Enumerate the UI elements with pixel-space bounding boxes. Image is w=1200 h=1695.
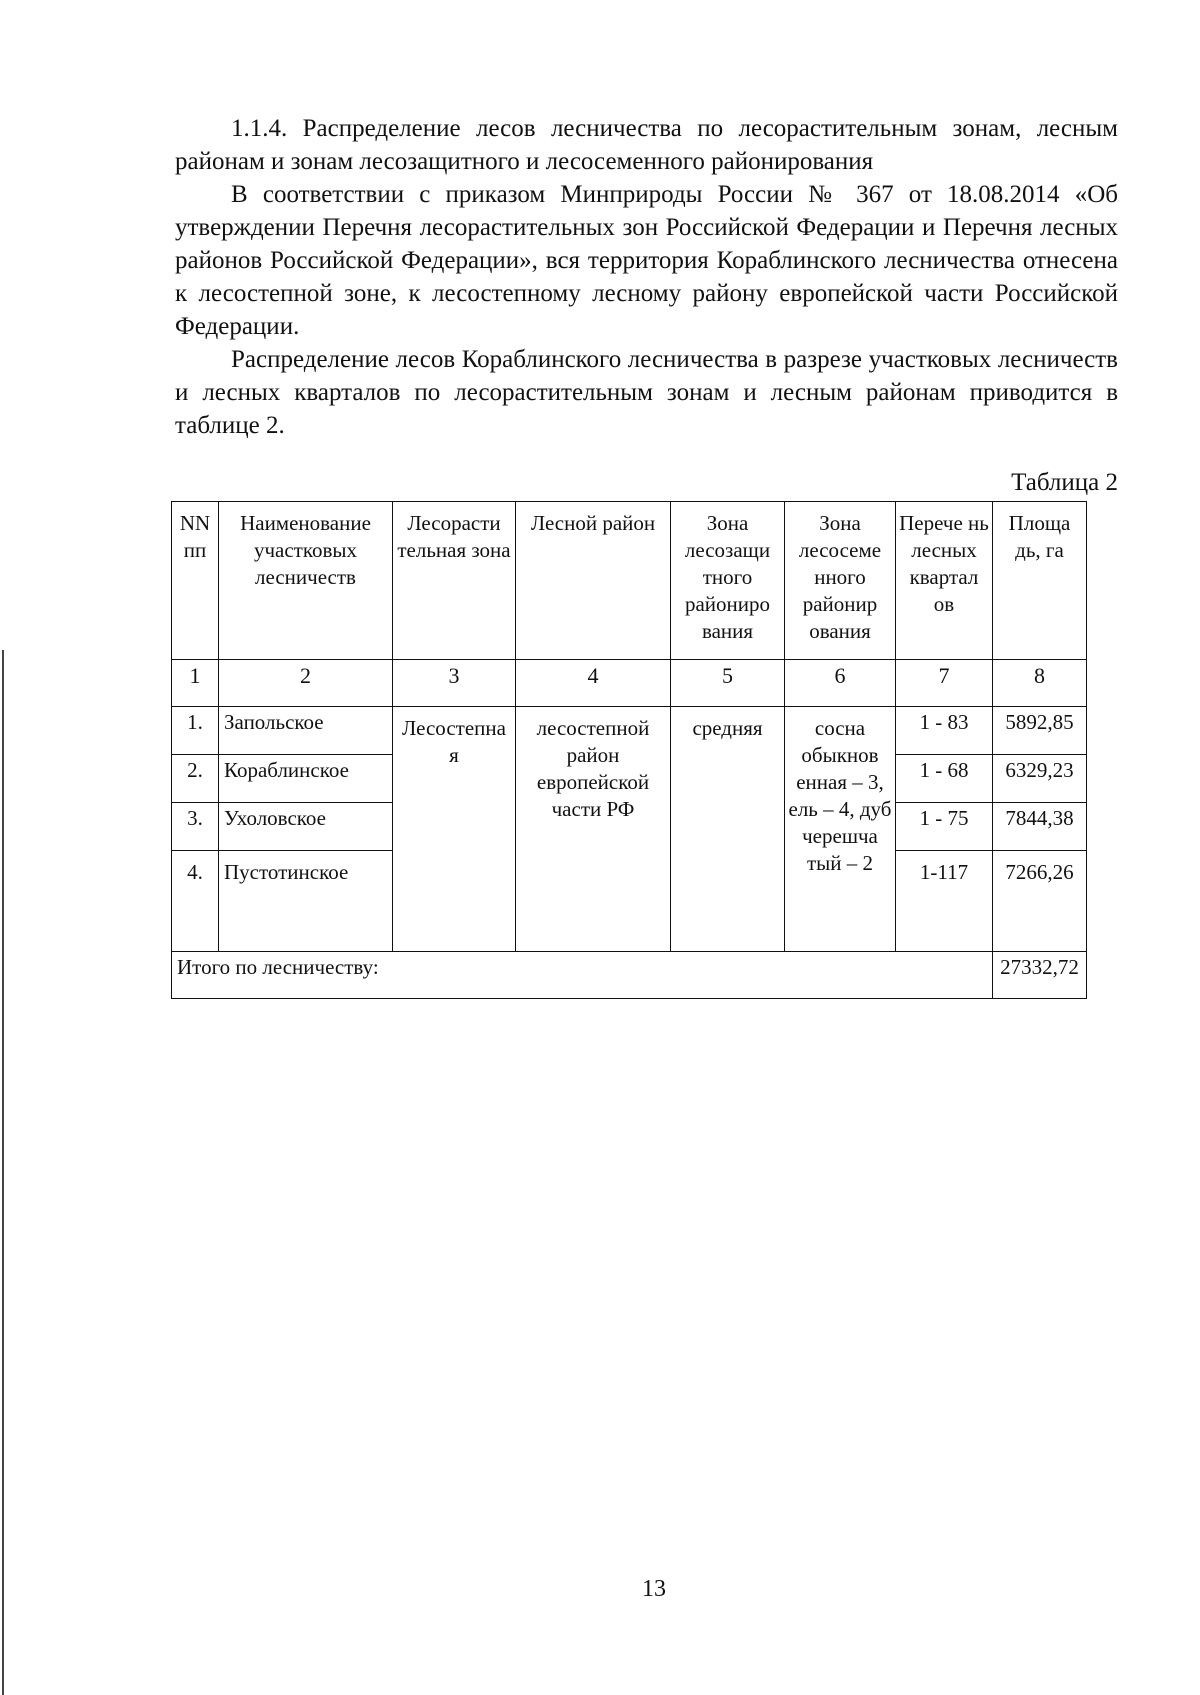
quarters-cell: 1 - 75 (896, 803, 993, 851)
header-cell: Лесорасти тельная зона (393, 502, 516, 660)
column-number-row (172, 660, 1087, 707)
total-label: Итого по лесничеству: (172, 952, 993, 999)
forestry-name: Пустотинское (219, 851, 393, 952)
table-row (172, 707, 1087, 755)
page-number: 13 (642, 1576, 666, 1602)
column-number-cell: 6 (785, 660, 896, 707)
column-number-cell: 4 (516, 660, 671, 707)
forestry-name: Запольское (219, 707, 393, 755)
table-header-row (172, 502, 1087, 660)
column-number-cell: 2 (219, 660, 393, 707)
total-value: 27332,72 (993, 952, 1087, 999)
column-number-cell: 1 (172, 660, 219, 707)
area-cell: 7266,26 (993, 851, 1087, 952)
forest-zone-cell: Лесостепна я (393, 707, 516, 952)
forest-distribution-table (171, 501, 1087, 999)
seed-zone-cell: сосна обыкнов енная – 3, ель – 4, дуб черешча тый – 2 (785, 707, 896, 952)
order-reference-paragraph: В соответствии с приказом Минприроды России № 367 от 18.08.2014 «Об утверждении Перечня лесорастительных зон Российской Федерации и Перечня лесных районов Российской Федерации», вся территория Кораблинского лесничества отнесена к лесостепной зоне, к лесостепному лесному району европейской части Российской Федерации. (175, 181, 1118, 340)
quarters-cell: 1 - 83 (896, 707, 993, 755)
row-number: 3. (172, 803, 219, 851)
header-cell: Зона лесозащи тного райониро вания (671, 502, 785, 660)
header-cell: Площа дь, га (993, 502, 1087, 660)
quarters-cell: 1-117 (896, 851, 993, 952)
column-number-cell: 5 (671, 660, 785, 707)
column-number-cell: 3 (393, 660, 516, 707)
forestry-name: Ухоловское (219, 803, 393, 851)
column-number-cell: 7 (896, 660, 993, 707)
area-cell: 6329,23 (993, 755, 1087, 803)
protection-zone-cell: средняя (671, 707, 785, 952)
table-caption: Таблица 2 (1011, 469, 1118, 496)
header-cell: Перече нь лесных квартал ов (896, 502, 993, 660)
row-number: 4. (172, 851, 219, 952)
header-cell: Зона лесосеме нного районир ования (785, 502, 896, 660)
table-intro-paragraph: Распределение лесов Кораблинского лесничества в разрезе участковых лесничеств и лесных кварталов по лесорастительным зонам и лесным районам приводится в таблице 2. (175, 346, 1118, 439)
area-cell: 5892,85 (993, 707, 1087, 755)
row-number: 2. (172, 755, 219, 803)
area-cell: 7844,38 (993, 803, 1087, 851)
header-cell: Лесной район (516, 502, 671, 660)
header-cell: NN пп (172, 502, 219, 660)
section-heading-paragraph: 1.1.4. Распределение лесов лесничества по лесорастительным зонам, лесным районам и зонам лесозащитного и лесосеменного районирования (175, 115, 1118, 175)
quarters-cell: 1 - 68 (896, 755, 993, 803)
scan-edge-line (2, 650, 4, 1695)
row-number: 1. (172, 707, 219, 755)
column-number-cell: 8 (993, 660, 1087, 707)
header-cell: Наименование участковых лесничеств (219, 502, 393, 660)
total-row (172, 952, 1087, 999)
forestry-name: Кораблинское (219, 755, 393, 803)
forest-district-cell: лесостепной район европейской части РФ (516, 707, 671, 952)
